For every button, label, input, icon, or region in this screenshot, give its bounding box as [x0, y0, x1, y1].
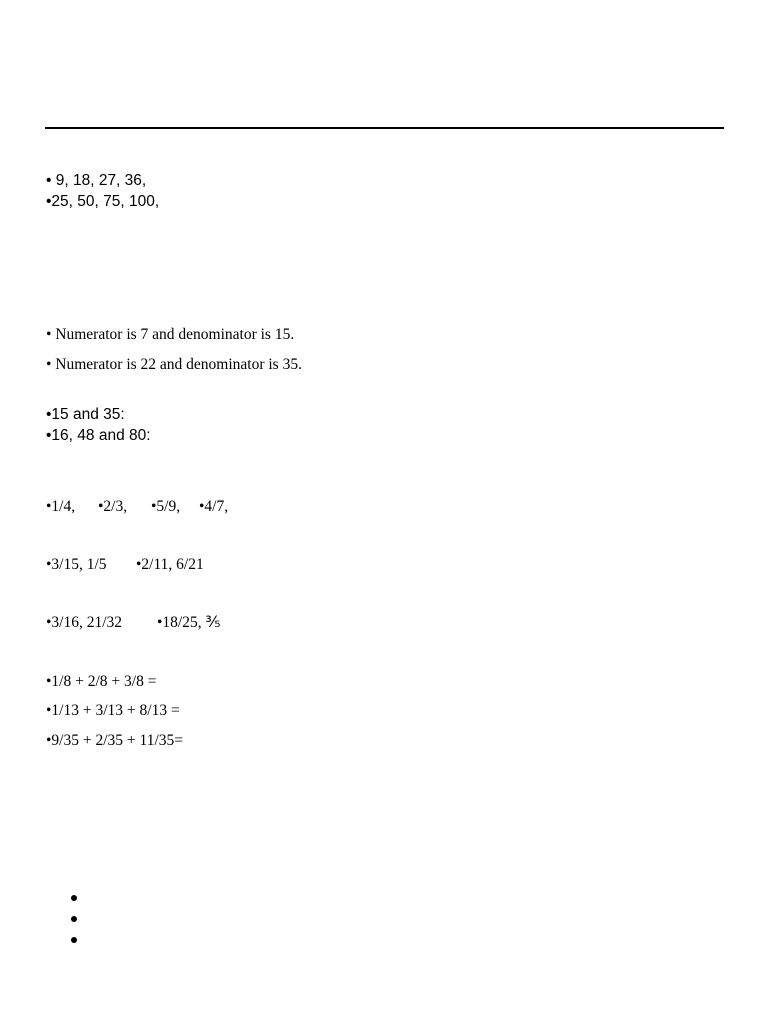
compare-pair: •3/15, 1/5: [46, 556, 107, 573]
fraction-row: [46, 497, 346, 517]
fraction-item: •5/9,: [151, 498, 181, 515]
compare-pair: •18/25, ⅗: [157, 614, 221, 631]
fraction-description-2: • Numerator is 22 and denominator is 35.: [46, 356, 302, 373]
multiples-line-2: •25, 50, 75, 100,: [46, 193, 160, 210]
empty-bullet: [71, 937, 77, 943]
empty-bullet: [71, 895, 77, 901]
fraction-item: •2/3,: [98, 498, 128, 515]
addition-item-3: •9/35 + 2/35 + 11/35=: [46, 732, 183, 749]
compare-row-1: [46, 555, 346, 575]
addition-item-1: •1/8 + 2/8 + 3/8 =: [46, 673, 157, 690]
multiples-line-1: • 9, 18, 27, 36,: [46, 172, 147, 189]
horizontal-rule: [45, 127, 724, 129]
compare-pair: •3/16, 21/32: [46, 614, 123, 631]
lcm-item-1: •15 and 35:: [46, 406, 125, 423]
empty-bullet: [71, 916, 77, 922]
fraction-item: •4/7,: [199, 498, 229, 515]
fraction-description-1: • Numerator is 7 and denominator is 15.: [46, 326, 295, 343]
lcm-item-2: •16, 48 and 80:: [46, 427, 151, 444]
compare-row-2: [46, 613, 346, 633]
compare-pair: •2/11, 6/21: [136, 556, 204, 573]
addition-item-2: •1/13 + 3/13 + 8/13 =: [46, 702, 180, 719]
fraction-item: •1/4,: [46, 498, 76, 515]
